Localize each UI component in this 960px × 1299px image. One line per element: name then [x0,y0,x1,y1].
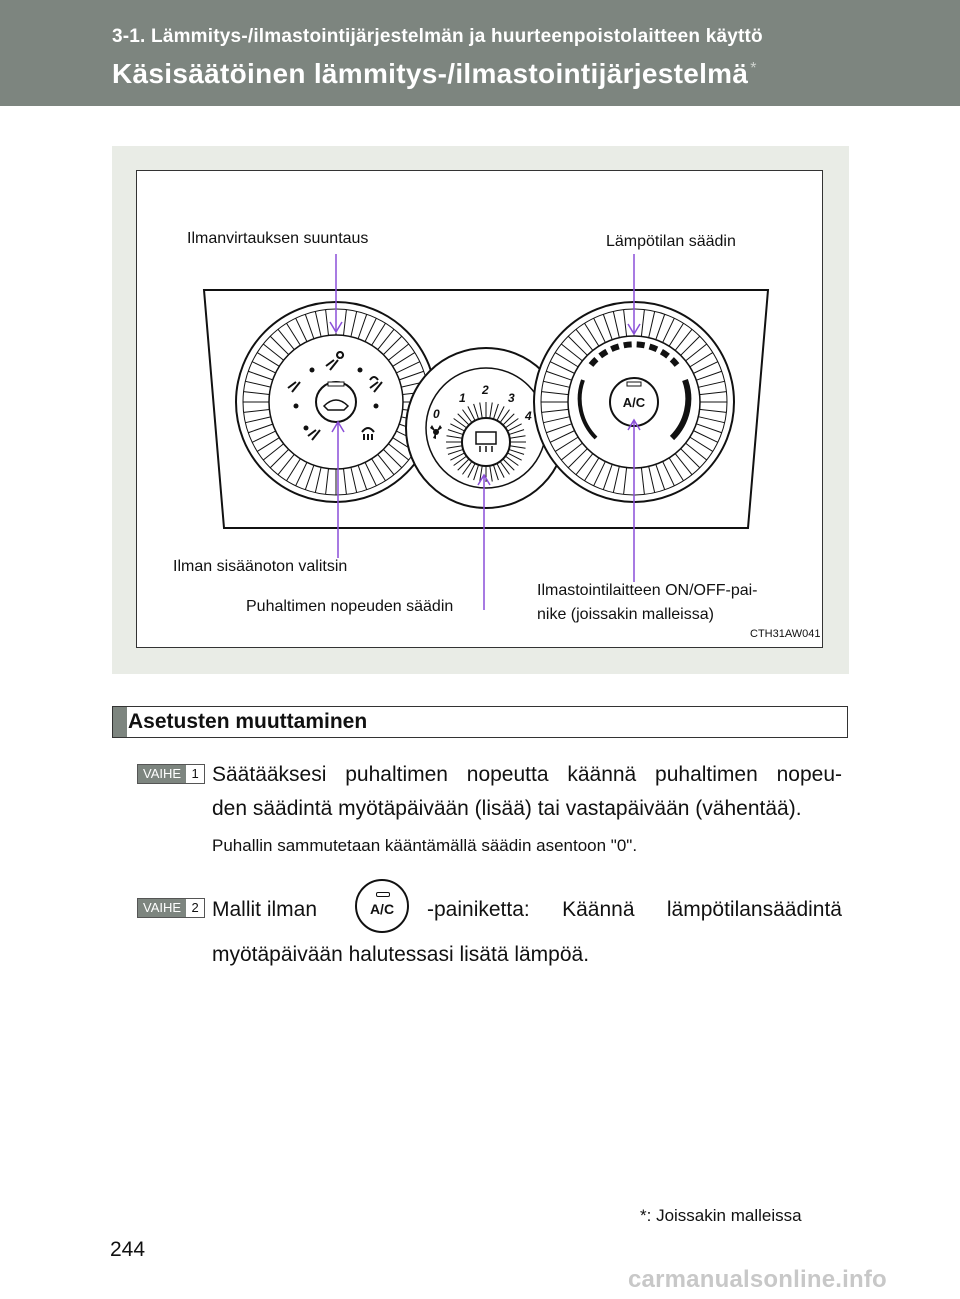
callout-ac-button-line1: Ilmastointilaitteen ON/OFF-pai- [537,582,758,599]
svg-text:1: 1 [459,391,466,405]
callout-ac-button-line2: nike (joissakin malleissa) [537,606,714,623]
step-1-line-1: Säätääksesi puhaltimen nopeutta käännä puhaltimen nopeu- [212,763,842,786]
page-title-text: Käsisäätöinen lämmitys-/ilmastointijärjestelmä [112,58,749,89]
step-label: VAIHE [138,899,186,917]
callout-temperature-control: Lämpötilan säädin [606,233,736,250]
svg-text:3: 3 [508,391,515,405]
footnote-text: : Joissakin malleissa [646,1206,802,1225]
indicator-light [376,892,390,897]
step-badge-2 [137,898,205,918]
step-number: 2 [186,899,204,917]
page-header [0,0,960,106]
step-label: VAIHE [138,765,186,783]
asterisk-mark: * [750,59,757,77]
section-heading: 3-1. Lämmitys-/ilmastointijärjestelmän ja huurteenpoistolaitteen käyttö [112,26,763,47]
ac-button-icon [355,879,409,933]
callout-air-intake-selector: Ilman sisäänoton valitsin [173,558,348,575]
step-1-note: Puhallin sammutetaan kääntämällä säädin asentoon "0". [212,836,638,855]
step-2-intro: Mallit ilman [212,898,318,921]
page-title [112,58,757,90]
svg-text:0: 0 [433,407,440,421]
watermark: carmanualsonline.info [628,1266,887,1293]
indicator-light [328,382,344,386]
section-bar-tab [113,707,127,737]
callout-airflow-direction: Ilmanvirtauksen suuntaus [187,230,369,247]
step-number: 1 [186,765,204,783]
page-number: 244 [110,1238,146,1261]
section-title: Asetusten muuttaminen [128,710,368,733]
step-2-line-2: myötäpäivään halutessasi lisätä lämpöä. [212,943,590,966]
svg-text:4: 4 [525,409,532,423]
step-2-line-1: -painiketta: Käännä lämpötilansäädintä [427,898,842,921]
footnote [640,1206,802,1226]
asterisk-mark: * [640,1206,647,1225]
svg-text:2: 2 [482,383,489,397]
step-badge-1 [137,764,205,784]
figure-code: CTH31AW041 [750,628,821,640]
step-1-line-2: den säädintä myötäpäivään (lisää) tai vastapäivään (vähentää). [212,797,802,820]
ac-button-icon-label: A/C [369,901,395,917]
callout-fan-speed-control: Puhaltimen nopeuden säädin [246,598,454,615]
ac-button-label: A/C [622,395,646,410]
